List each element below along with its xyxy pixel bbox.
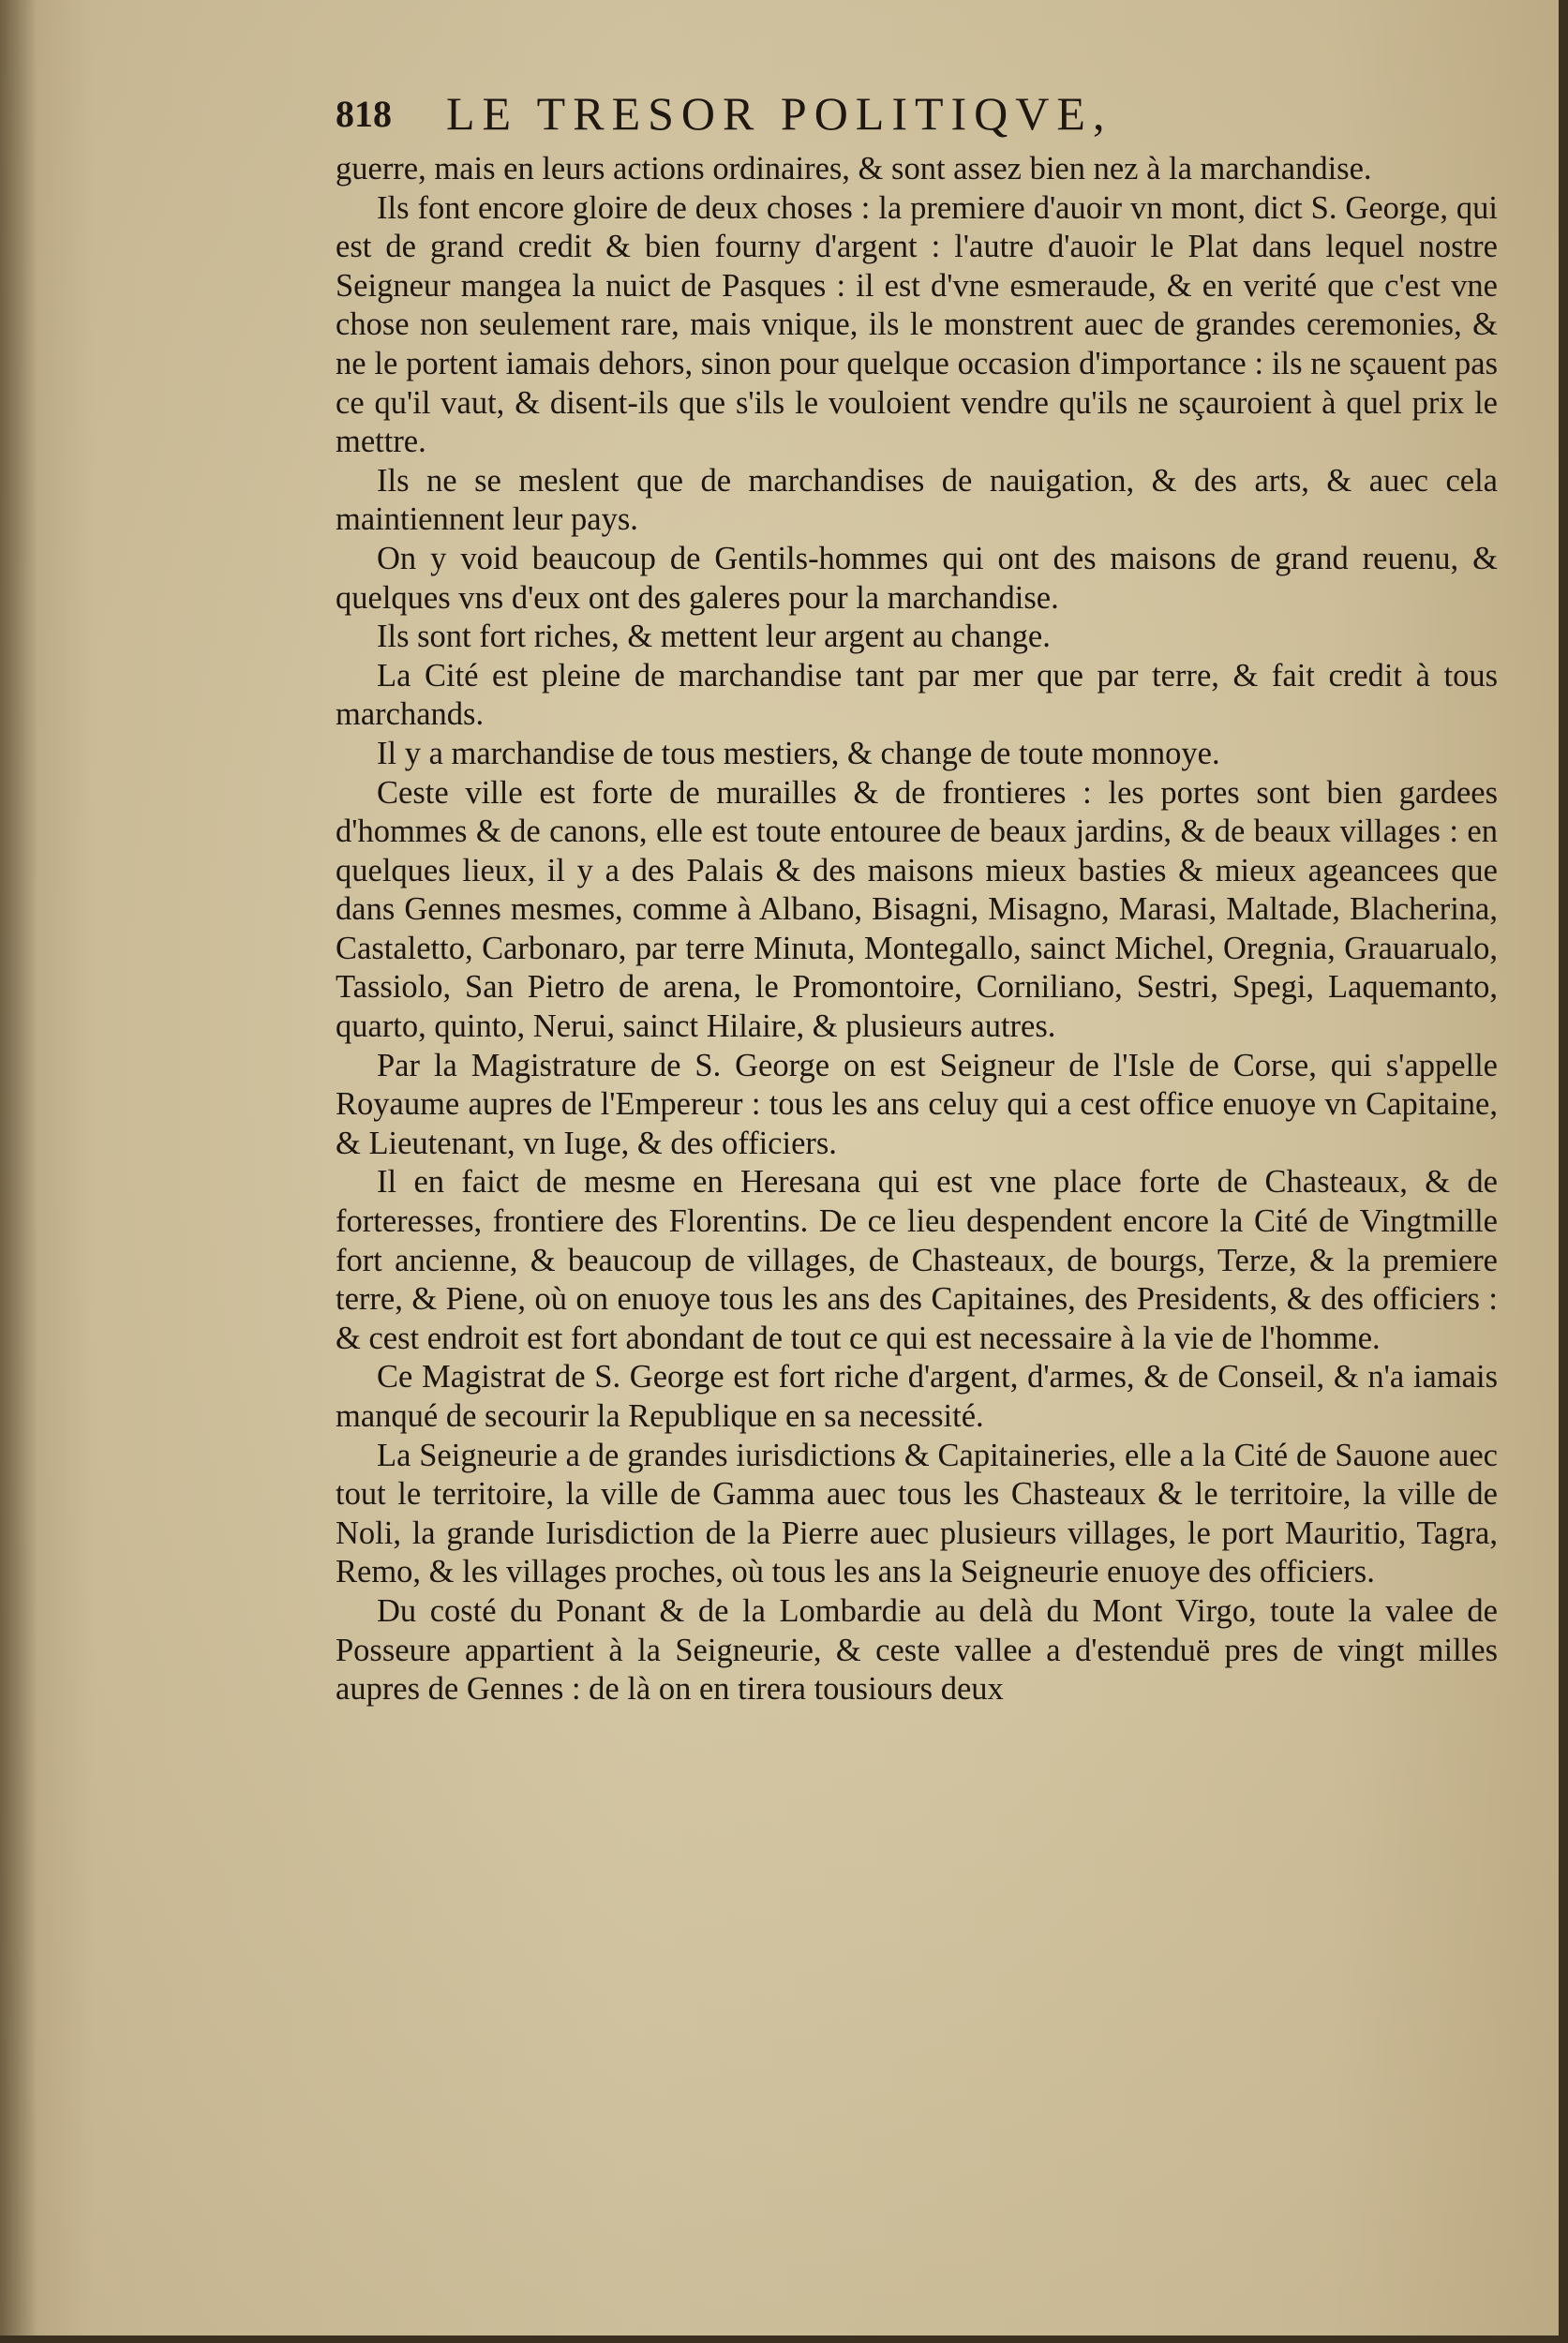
paragraph: Ils font encore gloire de deux choses : la premiere d'auoir vn mont, dict S. George, qui est de grand credit & bien fourny d'argent : l'autre d'auoir le Plat dans lequel nostre Seigneur mangea la nuict de Pasques : il est d'vne esmeraude, & en verité que c'est vne chose non seulement rare, mais vnique, ils le monstrent auec de grandes ceremonies, & ne le portent iamais dehors, sinon pour quelque occasion d'importance : ils ne sçauent pas ce qu'il vaut, & disent-ils que s'ils le vouloient vendre qu'ils ne sçauroient à quel prix le mettre. — [336, 189, 1498, 460]
paragraph: Ils ne se meslent que de marchandises de nauigation, & des arts, & auec cela maintiennent leur pays. — [336, 462, 1498, 538]
paragraph: On y void beaucoup de Gentils-hommes qui ont des maisons de grand reuenu, & quelques vns d'eux ont des galeres pour la marchandise. — [336, 540, 1498, 616]
binding-shadow — [0, 0, 37, 2343]
page-number: 818 — [336, 93, 392, 135]
paragraph: guerre, mais en leurs actions ordinaires, & sont assez bien nez à la marchandise. — [336, 151, 1372, 187]
scan-border-right — [1559, 0, 1568, 2343]
paragraph: Par la Magistrature de S. George on est Seigneur de l'Isle de Corse, qui s'appelle Royaume aupres de l'Empereur : tous les ans celuy qui a cest office enuoye vn Capitaine, & Lieutenant, vn Iuge, & des officiers. — [336, 1047, 1498, 1161]
running-head — [336, 86, 1498, 152]
paragraph: Il en faict de mesme en Heresana qui est vne place forte de Chasteaux, & de forteresses, frontiere des Florentins. De ce lieu despendent encore la Cité de Vingtmille fort ancienne, & beaucoup de villages, de Chasteaux, de bourgs, Terze, & la premiere terre, & Piene, où on enuoye tous les ans des Capitaines, des Presidents, & des officiers : & cest endroit est fort abondant de tout ce qui est necessaire à la vie de l'homme. — [336, 1164, 1498, 1356]
paragraph: La Seigneurie a de grandes iurisdictions & Capitaineries, elle a la Cité de Sauone auec tout le territoire, la ville de Gamma auec tous les Chasteaux & le territoire, la ville de Noli, la grande Iurisdiction de la Pierre auec plusieurs villages, le port Mauritio, Tagra, Remo, & les villages proches, où tous les ans la Seigneurie enuoye des officiers. — [336, 1437, 1498, 1590]
paragraph: La Cité est pleine de marchandise tant par mer que par terre, & fait credit à tous marchands. — [336, 657, 1498, 733]
scan-border-bottom — [0, 2336, 1568, 2343]
paragraph: Du costé du Ponant & de la Lombardie au delà du Mont Virgo, toute la valee de Possеure appartient à la Seigneurie, & ceste vallee a d'estenduë pres de vingt milles aupres de Gennes : de là on en tirera tousiours deux — [336, 1592, 1498, 1708]
paragraph: Ce Magistrat de S. George est fort riche d'argent, d'armes, & de Conseil, & n'a iamais manqué de secourir la Republique en sa necessité. — [336, 1359, 1498, 1434]
paragraph: Ceste ville est forte de murailles & de frontieres : les portes sont bien gardees d'hommes & de canons, elle est toute entouree de beaux jardins, & de beaux villages : en quelques lieux, il y a des Palais & des maisons mieux basties & mieux ageancees que dans Gennes mesmes, comme à Albano, Bisagni, Misagno, Marasi, Maltade, Blacherina, Castaletto, Carbonaro, par terre Minuta, Montegallo, sainct Michel, Oregnia, Grauarualo, Tassiolo, San Pietro de arena, le Promontoire, Corniliano, Sestri, Spegi, Laquemanto, quarto, quinto, Nerui, sainct Hilaire, & plusieurs autres. — [336, 774, 1498, 1045]
paragraph: Ils sont fort riches, & mettent leur argent au change. — [377, 619, 1051, 655]
paragraph: Il y a marchandise de tous mestiers, & change de toute monnoye. — [377, 735, 1220, 771]
body-text — [336, 150, 1498, 1709]
book-title: LE TRESOR POLITIQVE, — [446, 87, 1113, 140]
